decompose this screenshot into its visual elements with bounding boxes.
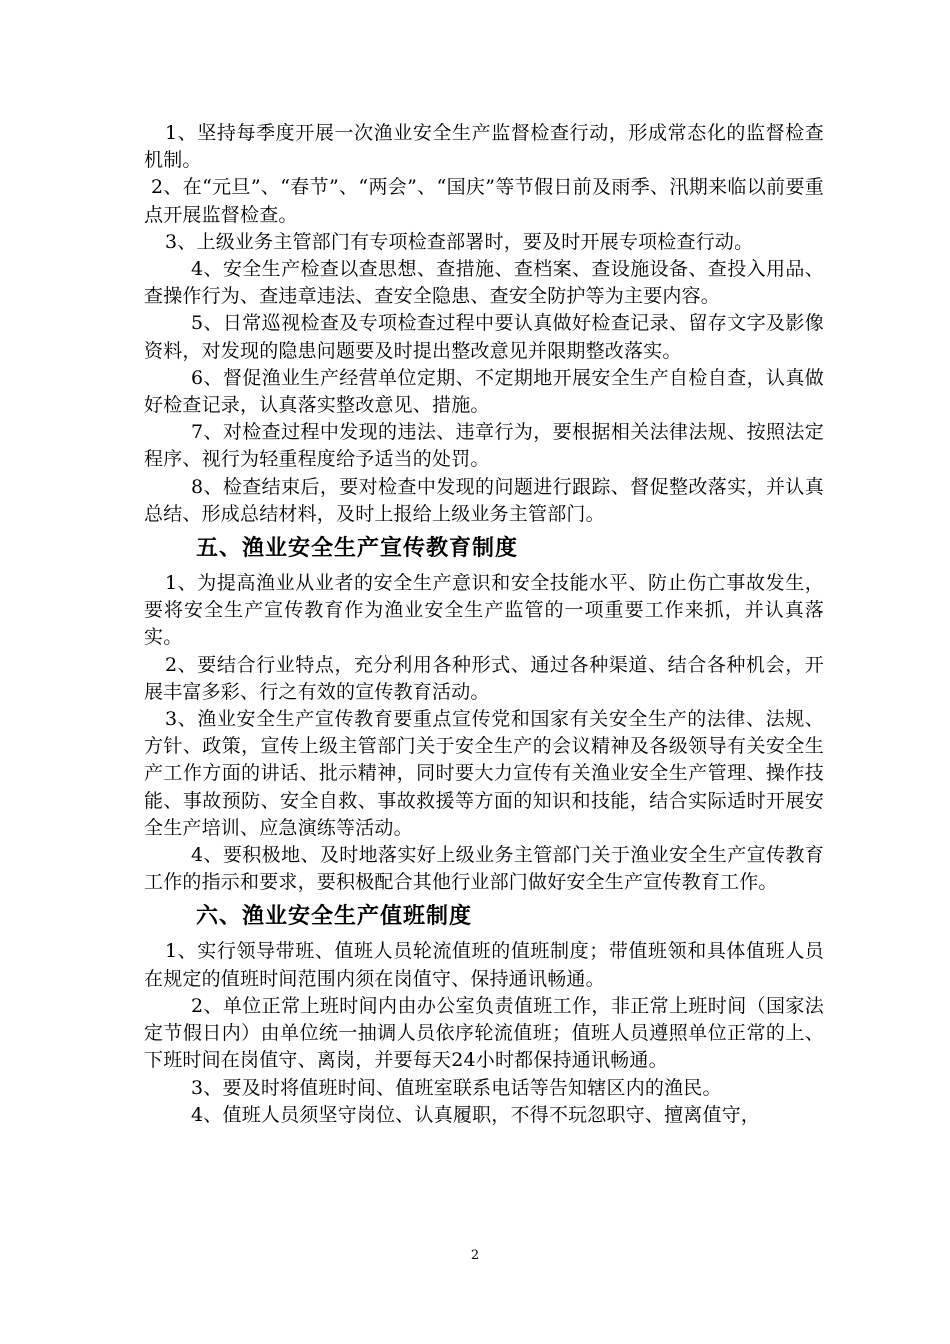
paragraph-4-5: 5、日常巡视检查及专项检查过程中要认真做好检查记录、留存文字及影像资料，对发现的隐患问题要及时提出整改意见并限期整改落实。 xyxy=(144,312,824,362)
paragraph-5-2: 2、要结合行业特点，充分利用各种形式、通过各种渠道、结合各种机会，开展丰富多彩、行之有效的宣传教育活动。 xyxy=(144,653,824,703)
section-heading-6: 六、渔业安全生产值班制度 xyxy=(196,904,473,930)
paragraph-4-8: 8、检查结束后，要对检查中发现的问题进行跟踪、督促整改落实，并认真总结、形成总结材料，及时上报给上级业务主管部门。 xyxy=(144,475,824,525)
paragraph-5-3: 3、渔业安全生产宣传教育要重点宣传党和国家有关安全生产的法律、法规、方针、政策，宣传上级主管部门关于安全生产的会议精神及各级领导有关安全生产工作方面的讲话、批示精神，同时要大力宣传有关渔业安全生产管理、操作技能、事故预防、安全自救、事故救援等方面的知识和技能，结合实际适时开展安全生产培训、应急演练等活动。 xyxy=(144,708,824,839)
paragraph-5-4: 4、要积极地、及时地落实好上级业务主管部门关于渔业安全生产宣传教育工作的指示和要求，要积极配合其他行业部门做好安全生产宣传教育工作。 xyxy=(144,844,824,894)
paragraph-5-1: 1、为提高渔业从业者的安全生产意识和安全技能水平、防止伤亡事故发生，要将安全生产宣传教育作为渔业安全生产监管的一项重要工作来抓，并认真落实。 xyxy=(144,572,824,649)
paragraph-4-3: 3、上级业务主管部门有专项检查部署时，要及时开展专项检查行动。 xyxy=(165,230,754,253)
paragraph-6-4: 4、值班人员须坚守岗位、认真履职，不得不玩忽职守、擅离值守， xyxy=(191,1103,761,1126)
paragraph-4-1: 1、坚持每季度开展一次渔业安全生产监督检查行动，形成常态化的监督检查机制。 xyxy=(144,122,824,172)
paragraph-4-7: 7、对检查过程中发现的违法、违章行为，要根据相关法律法规、按照法定程序、视行为轻重程度给予适当的处罚。 xyxy=(144,421,824,471)
page-number: 2 xyxy=(470,1248,480,1263)
paragraph-6-3: 3、要及时将值班时间、值班室联系电话等告知辖区内的渔民。 xyxy=(191,1076,722,1099)
paragraph-4-4: 4、安全生产检查以查思想、查措施、查档案、查设施设备、查投入用品、查操作行为、查违章违法、查安全隐患、查安全防护等为主要内容。 xyxy=(144,258,824,308)
paragraph-6-1: 1、实行领导带班、值班人员轮流值班的值班制度；带值班领和具体值班人员在规定的值班时间范围内须在岗值守、保持通讯畅通。 xyxy=(144,940,824,990)
section-heading-5: 五、渔业安全生产宣传教育制度 xyxy=(196,536,519,562)
document-page xyxy=(144,120,824,1129)
paragraph-6-2: 2、单位正常上班时间内由办公室负责值班工作，非正常上班时间（国家法定节假日内）由单位统一抽调人员依序轮流值班；值班人员遵照单位正常的上、下班时间在岗值守、离岗，并要每天24小时都保持通讯畅通。 xyxy=(144,994,824,1072)
paragraph-4-6: 6、督促渔业生产经营单位定期、不定期地开展安全生产自检自查，认真做好检查记录，认真落实整改意见、措施。 xyxy=(144,366,824,417)
paragraph-4-2: 2、在“元旦”、“春节”、“两会”、“国庆”等节假日前及雨季、汛期来临以前要重点开展监督检查。 xyxy=(144,176,824,226)
